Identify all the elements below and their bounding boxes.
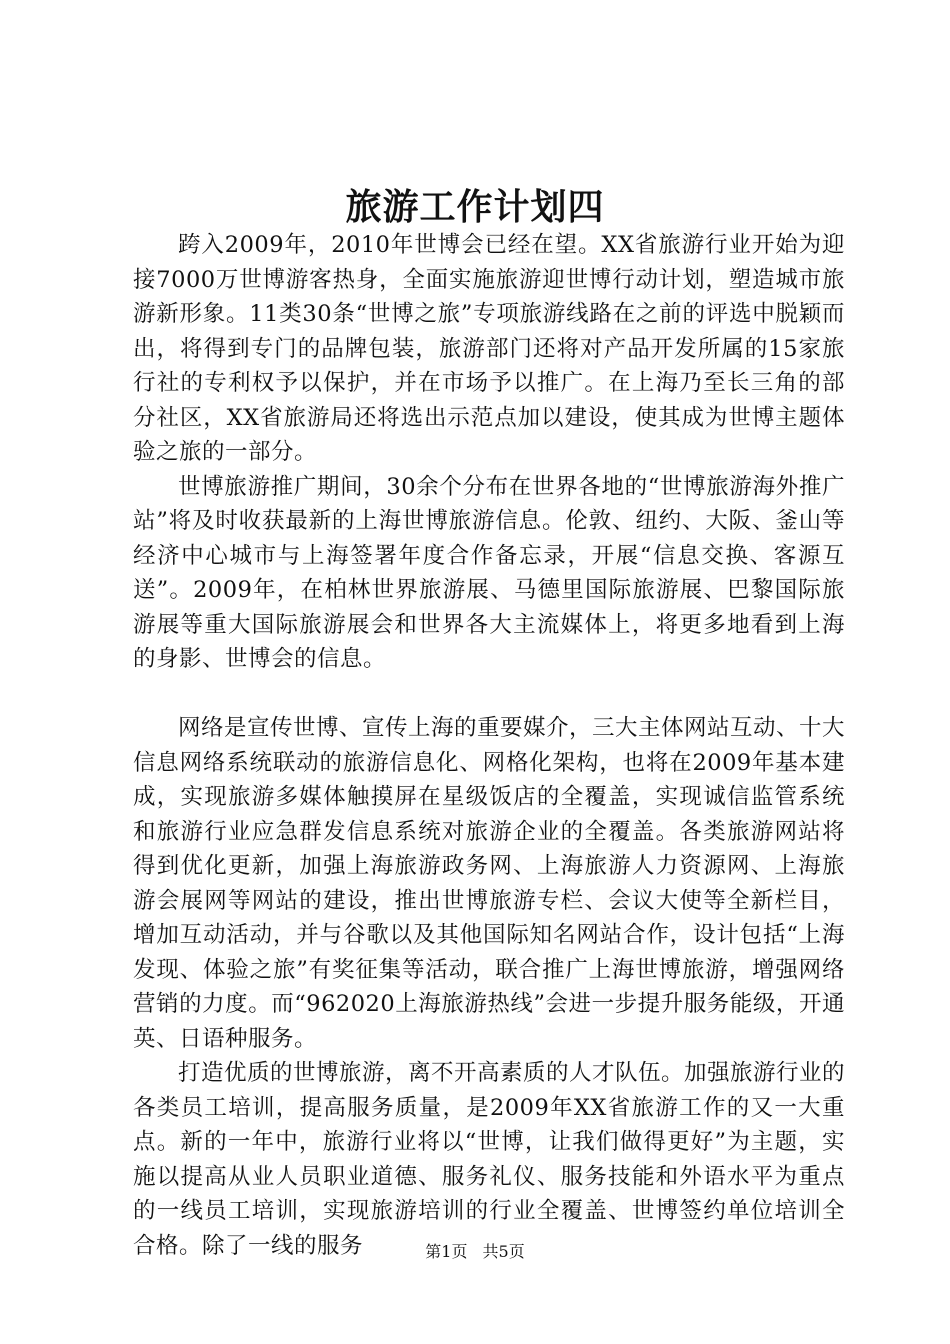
paragraph-2: 世博旅游推广期间，30余个分布在世界各地的“世博旅游海外推广站”将及时收获最新的上海世博旅游信息。伦敦、纽约、大阪、釜山等经济中心城市与上海签署年度合作备忘录，开展“信息交换、客源互送”。2009年，在柏林世界旅游展、马德里国际旅游展、巴黎国际旅游展等重大国际旅游展会和世界各大主流媒体上，将更多地看到上海的身影、世博会的信息。	[133, 473, 845, 672]
paragraph-1: 跨入2009年，2010年世博会已经在望。XX省旅游行业开始为迎接7000万世博游客热身，全面实施旅游迎世博行动计划，塑造城市旅游新形象。11类30条“世博之旅”专项旅游线路在之前的评选中脱颖而出，将得到专门的品牌包装，旅游部门还将对产品开发所属的15家旅行社的专利权予以保护，并在市场予以推广。在上海乃至长三角的部分社区，XX省旅游局还将选出示范点加以建设，使其成为世博主题体验之旅的一部分。	[133, 232, 845, 465]
page-number: 第1页	[425, 1242, 468, 1261]
document-title: 旅游工作计划四	[345, 186, 605, 228]
paragraph-3: 网络是宣传世博、宣传上海的重要媒介，三大主体网站互动、十大信息网络系统联动的旅游信息化、网格化架构，也将在2009年基本建成，实现旅游多媒体触摸屏在星级饭店的全覆盖，实现诚信监管系统和旅游行业应急群发信息系统对旅游企业的全覆盖。各类旅游网站将得到优化更新，加强上海旅游政务网、上海旅游人力资源网、上海旅游会展网等网站的建设，推出世博旅游专栏、会议大使等全新栏目，增加互动活动，并与谷歌以及其他国际知名网站合作，设计包括“上海发现、体验之旅”有奖征集等活动，联合推广上海世博旅游，增强网络营销的力度。而“962020上海旅游热线”会进一步提升服务能级，开通英、日语种服务。	[133, 715, 846, 1052]
document-body	[133, 228, 845, 1263]
page-total: 共5页	[482, 1242, 525, 1261]
paragraph-4: 打造优质的世博旅游，离不开高素质的人才队伍。加强旅游行业的各类员工培训，提高服务质量，是2009年XX省旅游工作的又一大重点。新的一年中，旅游行业将以“世博，让我们做得更好”为主题，实施以提高从业人员职业道德、服务礼仪、服务技能和外语水平为重点的一线员工培训，实现旅游培训的行业全覆盖、世博签约单位培训全合格。除了一线的服务	[133, 1060, 846, 1259]
page-footer	[0, 1240, 950, 1264]
